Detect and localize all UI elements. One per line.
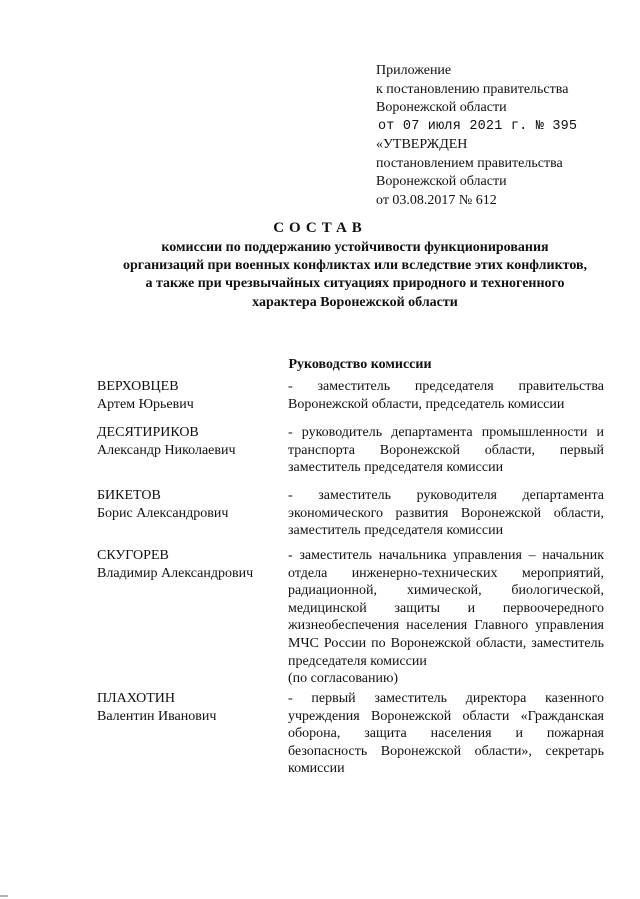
member-role: - заместитель руководителя департамента экономического развития Воронежской области, заместитель председателя комиссии — [288, 488, 604, 539]
appendix-line-8: от 03.08.2017 № 612 — [376, 192, 497, 208]
subtitle-line-3: а также при чрезвычайных ситуациях природного и техногенного — [145, 276, 565, 292]
member-role-text: - заместитель начальника управления – начальник отдела инженерно-технических мероприятий, радиационной, химической, биологической, медицинской защиты и первоочередного жизнеобеспечения населения Главного управления МЧС России по Воронежской области, заместитель председателя комиссии — [288, 548, 604, 669]
appendix-header — [376, 62, 626, 210]
subtitle-line-1: комиссии по поддержанию устойчивости функционирования — [161, 240, 549, 255]
member-surname: ДЕСЯТИРИКОВ — [97, 425, 199, 440]
member-name — [97, 378, 282, 414]
member-name — [97, 690, 282, 726]
scan-mark — [0, 895, 8, 897]
subtitle-line-2: организаций при военных конфликтах или вследствие этих конфликтов, — [122, 258, 588, 274]
member-name — [97, 424, 282, 460]
appendix-line-7: Воронежской области — [376, 174, 507, 189]
registration-stamp: от 07 июля 2021 г. № 395 — [378, 118, 578, 134]
member-surname: ВЕРХОВЦЕВ — [97, 379, 179, 394]
member-given-name: Владимир Александрович — [97, 566, 254, 581]
member-role: - заместитель председателя правительства Воронежской области, председатель комиссии — [288, 379, 604, 412]
appendix-line-2: к постановлению правительства — [376, 81, 569, 97]
member-surname: ПЛАХОТИН — [97, 691, 175, 706]
member-surname: СКУГОРЕВ — [97, 548, 169, 563]
member-name — [97, 487, 282, 523]
appendix-line-6: постановлением правительства — [376, 155, 563, 171]
member-role — [288, 547, 604, 688]
member-role-note: (по согласованию) — [288, 671, 399, 687]
document-subtitle — [90, 239, 620, 312]
member-role: - первый заместитель директора казенного учреждения Воронежской области «Гражданская оборона, защита населения и пожарная безопасность Воронежской области», секретарь комиссии — [288, 691, 604, 777]
member-role: - руководитель департамента промышленности и транспорта Воронежской области, первый заместитель председателя комиссии — [288, 425, 604, 476]
member-given-name: Артем Юрьевич — [97, 397, 194, 412]
appendix-line-3: Воронежской области — [376, 100, 507, 115]
appendix-line-5: «УТВЕРЖДЕН — [376, 137, 468, 152]
appendix-line-1: Приложение — [376, 63, 452, 78]
section-heading: Руководство комиссии — [288, 357, 432, 372]
subtitle-line-4: характера Воронежской области — [252, 294, 458, 310]
document-title: СОСТАВ — [273, 220, 367, 236]
member-given-name: Борис Александрович — [97, 506, 229, 521]
member-surname: БИКЕТОВ — [97, 488, 161, 503]
member-given-name: Валентин Иванович — [97, 709, 217, 724]
member-name — [97, 547, 282, 583]
member-given-name: Александр Николаевич — [97, 443, 236, 458]
